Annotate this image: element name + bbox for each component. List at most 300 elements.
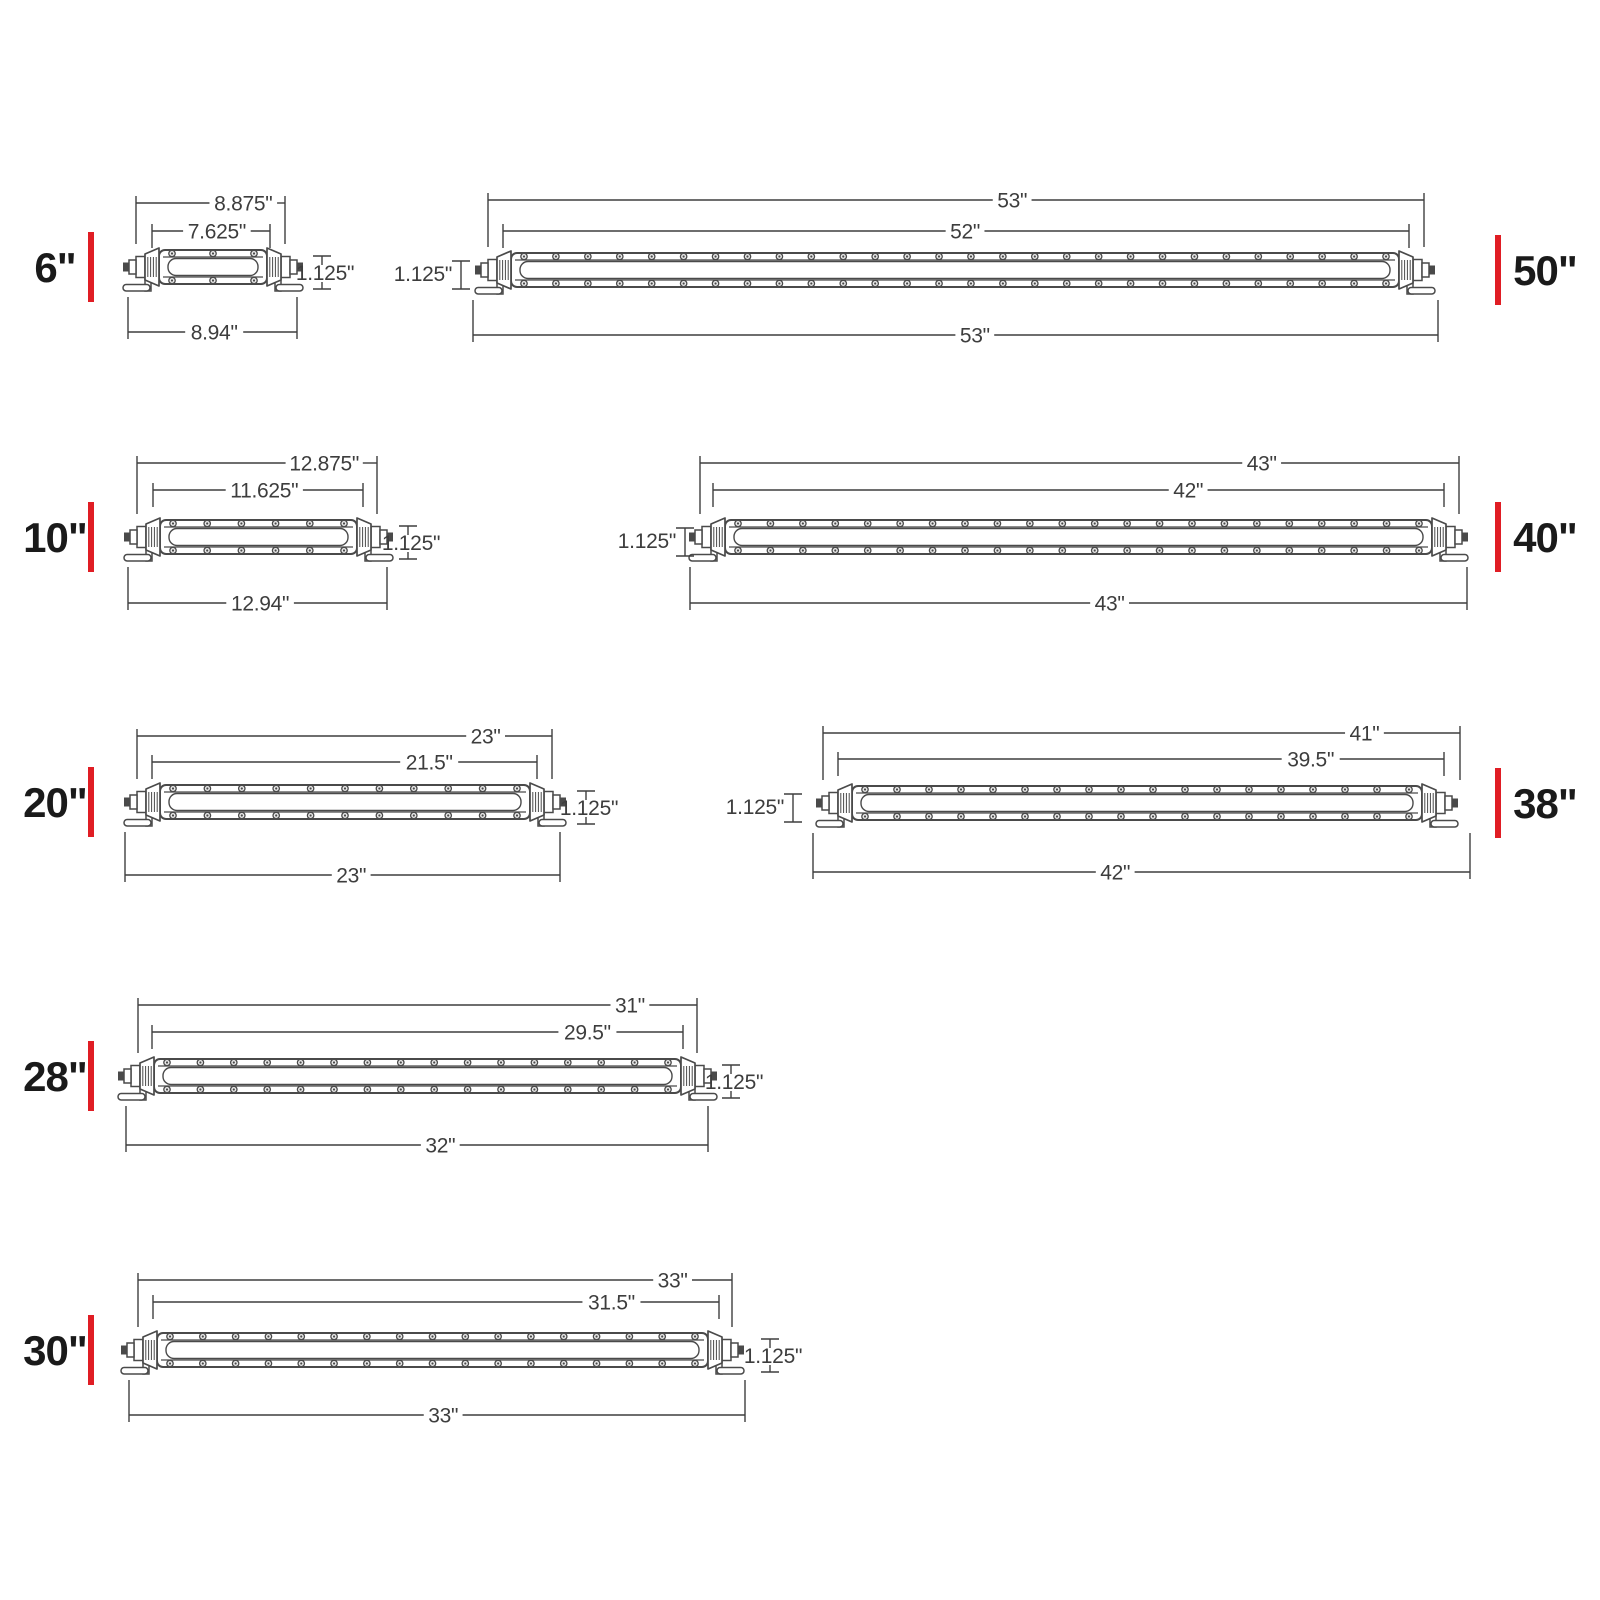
screw-center [500,1061,502,1063]
screw-center [166,1088,168,1090]
lightbar-6in [34,193,354,345]
mount-bracket-foot [123,285,150,292]
screw-center [343,522,345,524]
size-label-50in: 50" [1513,247,1577,294]
screw-center [842,282,844,284]
screw-center [931,522,933,524]
screw-center [634,1061,636,1063]
screw-center [906,282,908,284]
screw-center [235,1362,237,1364]
screw-center [431,1335,433,1337]
screw-center [906,255,908,257]
screw-center [267,1335,269,1337]
screw-center [874,255,876,257]
screw-center [683,255,685,257]
screw-center [1353,522,1355,524]
connector-tip [1462,533,1468,542]
screw-center [769,549,771,551]
screw-center [309,549,311,551]
screw-center [1161,282,1163,284]
end-connector [137,527,146,548]
dim-label-bottom: 8.94" [190,321,238,345]
screw-center [1061,522,1063,524]
screw-center [467,1088,469,1090]
screw-center [1353,255,1355,257]
screw-center [1061,549,1063,551]
screw-center [1223,549,1225,551]
end-connector [544,792,553,813]
end-connector [130,795,137,809]
mount-bracket-foot [1441,555,1468,562]
screw-center [1280,815,1282,817]
dim-label-height: 1.125" [743,1345,803,1368]
screw-center [500,1088,502,1090]
screw-center [928,815,930,817]
size-tick-10in [88,502,94,572]
screw-center [431,1362,433,1364]
dim-label-inner: 29.5" [564,1021,611,1045]
screw-center [996,522,998,524]
lightbar-40in [618,453,1577,616]
lightbar-38in [726,723,1577,885]
screw-center [310,787,312,789]
lightbar-20in [23,726,618,888]
screw-center [202,1335,204,1337]
screw-center [619,255,621,257]
mount-bracket-foot [124,555,151,562]
screw-center [864,815,866,817]
dim-label-inner: 7.625" [187,220,247,244]
screw-center [169,1362,171,1364]
end-connector [137,792,146,813]
dim-label-height: 1.125" [393,263,452,286]
size-label-28in: 28" [23,1053,87,1100]
end-cap [143,1331,157,1369]
screw-center [464,1362,466,1364]
screw-center [864,788,866,790]
screw-center [600,1061,602,1063]
bar-lens [520,262,1390,279]
screw-center [1418,549,1420,551]
dim-label-height: 1.125" [295,262,355,285]
end-connector [1445,796,1452,810]
dim-label-bottom: 12.94" [230,592,290,616]
dim-label-inner: 52" [950,220,981,244]
size-tick-20in [88,767,94,837]
screw-center [587,255,589,257]
connector-tip [1452,799,1458,808]
screw-center [253,279,255,281]
screw-center [595,1362,597,1364]
screw-center [1029,522,1031,524]
size-label-40in: 40" [1513,514,1577,561]
screw-center [172,814,174,816]
screw-center [1257,255,1259,257]
screw-center [899,549,901,551]
screw-center [1056,788,1058,790]
screw-center [714,255,716,257]
screw-center [694,1335,696,1337]
screw-center [834,549,836,551]
screw-center [212,252,214,254]
lightbar-10in [23,453,440,616]
screw-center [533,1088,535,1090]
screw-center [694,1362,696,1364]
connector-tip [475,266,481,275]
dim-label-outer: 41" [1349,722,1380,746]
end-cap [140,1057,154,1095]
screw-center [595,1335,597,1337]
screw-center [400,1088,402,1090]
screw-center [1408,815,1410,817]
screw-center [1126,522,1128,524]
screw-center [378,814,380,816]
end-connector [488,260,497,281]
screw-center [834,522,836,524]
screw-center [1288,522,1290,524]
screw-center [938,255,940,257]
screw-center [241,787,243,789]
mount-bracket-foot [124,820,151,827]
end-cap [1422,784,1436,822]
screw-center [266,1061,268,1063]
screw-center [482,814,484,816]
dim-label-inner: 42" [1173,479,1204,503]
screw-center [172,549,174,551]
screw-center [1098,282,1100,284]
dim-label-outer: 43" [1246,452,1277,476]
screw-center [172,787,174,789]
screw-center [1129,282,1131,284]
screw-center [1120,815,1122,817]
screw-center [874,282,876,284]
screw-center [241,814,243,816]
screw-center [378,787,380,789]
end-connector [702,527,711,548]
end-connector [281,257,290,278]
end-cap [1432,518,1446,556]
screw-center [810,255,812,257]
screw-center [1223,522,1225,524]
screw-center [399,1335,401,1337]
screw-center [1289,255,1291,257]
screw-center [1066,282,1068,284]
screw-center [366,1088,368,1090]
end-connector [695,1066,704,1087]
screw-center [1002,255,1004,257]
screw-center [366,1335,368,1337]
bar-lens [166,1342,699,1359]
dim-label-bottom: 42" [1100,861,1131,885]
screw-center [497,1362,499,1364]
screw-center [333,1362,335,1364]
screw-center [1280,788,1282,790]
screw-center [1321,549,1323,551]
screw-center [661,1362,663,1364]
screw-center [523,282,525,284]
screw-center [634,1088,636,1090]
end-cap [146,783,160,821]
screw-center [1321,522,1323,524]
mount-bracket-foot [717,1368,744,1375]
screw-center [1088,815,1090,817]
end-cap [681,1057,695,1095]
screw-center [206,549,208,551]
size-label-30in: 30" [23,1327,87,1374]
screw-center [667,1061,669,1063]
screw-center [206,522,208,524]
size-tick-30in [88,1315,94,1385]
screw-center [275,787,277,789]
screw-center [1024,815,1026,817]
screw-center [1158,522,1160,524]
screw-center [1385,549,1387,551]
screw-center [1353,549,1355,551]
dim-label-height: 1.125" [381,532,441,555]
screw-center [497,1335,499,1337]
screw-center [333,1061,335,1063]
bar-lens [169,529,348,546]
screw-center [567,1061,569,1063]
screw-center [516,787,518,789]
screw-center [970,282,972,284]
screw-center [199,1088,201,1090]
screw-center [928,788,930,790]
dim-label-bottom: 53" [959,324,990,348]
dim-label-outer: 23" [470,725,501,749]
screw-center [1161,255,1163,257]
screw-center [896,815,898,817]
end-connector [1455,530,1462,544]
screw-center [1408,788,1410,790]
screw-center [931,549,933,551]
end-cap [145,248,159,286]
end-cap [1399,251,1413,289]
connector-tip [118,1072,124,1081]
screw-center [964,522,966,524]
screw-center [447,814,449,816]
screw-center [1158,549,1160,551]
screw-center [1216,815,1218,817]
screw-center [202,1362,204,1364]
screw-center [1191,549,1193,551]
screw-center [166,1061,168,1063]
screw-center [300,1362,302,1364]
connector-tip [121,1346,127,1355]
mount-bracket-foot [1408,288,1435,295]
screw-center [651,282,653,284]
dim-label-inner: 11.625" [230,479,299,503]
screw-center [1184,788,1186,790]
screw-center [1321,255,1323,257]
end-cap [497,251,511,289]
screw-center [447,787,449,789]
screw-center [1288,549,1290,551]
screw-center [333,1335,335,1337]
screw-center [275,522,277,524]
end-connector [731,1343,738,1357]
screw-center [300,1088,302,1090]
end-cap [708,1331,722,1369]
connector-tip [124,533,130,542]
connector-tip [689,533,695,542]
screw-center [413,787,415,789]
screw-center [628,1335,630,1337]
screw-center [778,255,780,257]
screw-center [1152,815,1154,817]
screw-center [563,1335,565,1337]
screw-center [1094,549,1096,551]
screw-center [1344,815,1346,817]
screw-center [1385,282,1387,284]
screw-center [1066,255,1068,257]
screw-center [343,549,345,551]
end-connector [481,263,488,277]
screw-center [433,1061,435,1063]
screw-center [802,522,804,524]
mount-bracket-foot [539,820,566,827]
end-connector [127,1343,134,1357]
screw-center [842,255,844,257]
screw-center [1353,282,1355,284]
dim-label-inner: 31.5" [588,1291,635,1315]
dim-label-outer: 31" [614,994,645,1018]
dim-label-bottom: 23" [336,864,367,888]
screw-center [253,252,255,254]
screw-center [309,522,311,524]
screw-center [172,522,174,524]
screw-center [661,1335,663,1337]
dim-label-bottom: 32" [425,1134,456,1158]
screw-center [1129,255,1131,257]
screw-center [683,282,685,284]
end-cap [530,783,544,821]
dim-label-outer: 12.875" [289,452,359,476]
bar-lens [169,794,521,811]
screw-center [366,1061,368,1063]
mount-bracket-foot [118,1094,145,1101]
screw-center [1385,522,1387,524]
bar-lens [861,795,1413,812]
screw-center [746,255,748,257]
screw-center [206,787,208,789]
screw-center [300,1335,302,1337]
screw-center [992,815,994,817]
screw-center [1376,815,1378,817]
screw-center [938,282,940,284]
screw-center [1248,788,1250,790]
mount-bracket-foot [121,1368,148,1375]
lightbar-30in [23,1270,802,1428]
screw-center [233,1088,235,1090]
screw-center [867,549,869,551]
screw-center [240,549,242,551]
screw-center [310,814,312,816]
screw-center [366,1362,368,1364]
mount-bracket-foot [1431,821,1458,828]
connector-tip [123,263,129,272]
dim-label-inner: 39.5" [1287,748,1335,772]
size-tick-38in [1495,768,1501,838]
screw-center [1029,549,1031,551]
screw-center [555,255,557,257]
screw-center [992,788,994,790]
size-label-10in: 10" [23,514,87,561]
screw-center [1418,522,1420,524]
dim-label-inner: 21.5" [405,751,453,775]
screw-center [1321,282,1323,284]
screw-center [1126,549,1128,551]
screw-center [1191,522,1193,524]
screw-center [1344,788,1346,790]
screw-center [737,549,739,551]
screw-center [1002,282,1004,284]
screw-center [619,282,621,284]
end-connector [1422,263,1429,277]
screw-center [1094,522,1096,524]
screw-center [212,279,214,281]
screw-center [464,1335,466,1337]
dim-label-bottom: 33" [428,1404,459,1428]
screw-center [802,549,804,551]
bar-lens [734,529,1423,546]
screw-center [413,814,415,816]
screw-center [1120,788,1122,790]
dim-label-outer: 33" [657,1269,688,1293]
screw-center [1385,255,1387,257]
screw-center [1193,282,1195,284]
screw-center [523,255,525,257]
end-connector [371,527,380,548]
screw-center [737,522,739,524]
screw-center [667,1088,669,1090]
screw-center [587,282,589,284]
end-connector [1436,793,1445,814]
lightbar-28in [23,995,763,1158]
bar-lens [163,1068,672,1085]
screw-center [400,1061,402,1063]
size-tick-50in [1495,235,1501,305]
end-cap [146,518,160,556]
end-connector [129,260,136,274]
end-connector [1446,527,1455,548]
screw-center [344,787,346,789]
screw-center [778,282,780,284]
screw-center [433,1088,435,1090]
screw-center [1257,282,1259,284]
screw-center [1312,815,1314,817]
dim-label-height: 1.125" [559,797,619,820]
mount-bracket-foot [816,821,843,828]
screw-center [1152,788,1154,790]
screw-center [1225,282,1227,284]
screw-center [240,522,242,524]
end-cap [357,518,371,556]
screw-center [344,814,346,816]
screw-center [1256,522,1258,524]
screw-center [1225,255,1227,257]
screw-center [530,1335,532,1337]
end-connector [822,796,829,810]
screw-center [769,522,771,524]
screw-center [810,282,812,284]
screw-center [1184,815,1186,817]
end-cap [838,784,852,822]
end-connector [1413,260,1422,281]
mount-bracket-foot [366,555,393,562]
screw-center [1248,815,1250,817]
connector-tip [1429,266,1435,275]
